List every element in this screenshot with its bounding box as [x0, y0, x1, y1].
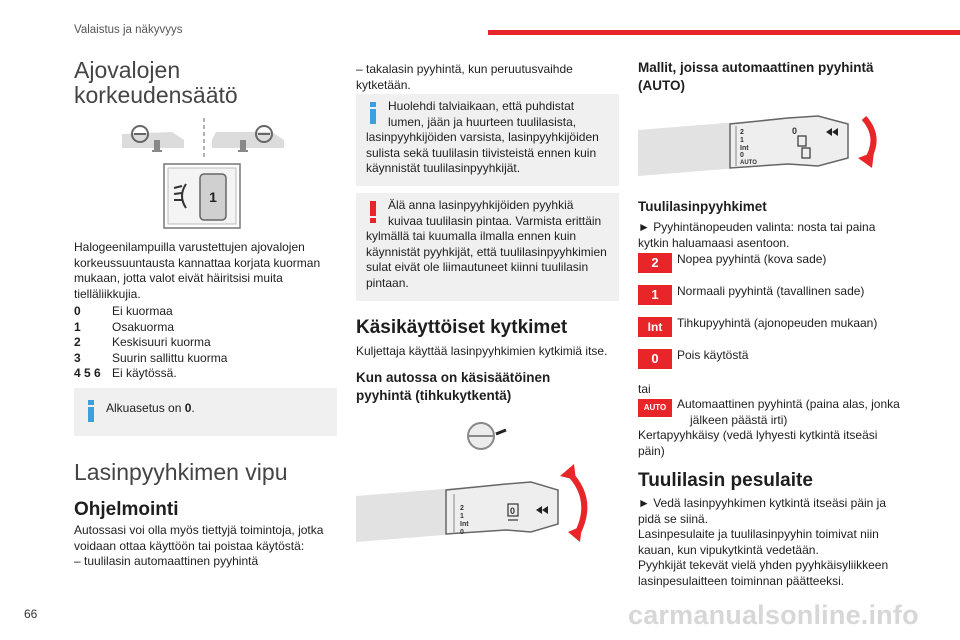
info-box-winter: Huolehdi talviaikaan, että puhdistat lumen, jään ja huurteen tuulilasista, lasinpyyhkijöiden varsista, lasinpyyhkijöiden sulista sekä tuulilasin tiivisteistä ennen kuin käynnistät tuulilasinpyyhkijät. [356, 94, 619, 186]
headlamp-title-line1: Ajovalojen [74, 57, 181, 83]
running-header: Valaistus ja näkyvyys [74, 24, 183, 36]
svg-text:Int: Int [460, 521, 469, 528]
load-list [74, 304, 227, 382]
load-item: 4 5 6 Ei käytössä. [74, 366, 177, 380]
page-number: 66 [24, 607, 38, 621]
auto-label-line1: Automaattinen pyyhintä (paina alas, jonka [677, 397, 900, 411]
car-unloaded-icon [122, 126, 184, 152]
headlamp-title-line2: korkeudensäätö [74, 82, 238, 108]
down-arrow-icon [858, 118, 874, 168]
svg-text:1: 1 [460, 513, 464, 520]
warning-icon [370, 201, 376, 223]
manual-wiping-title-line1: Kun autossa on käsisäätöinen [356, 370, 551, 385]
speed-label-intermittent: Tihkupyyhintä (ajonopeuden mukaan) [677, 316, 878, 330]
auto-wiping-title-line2: (AUTO) [638, 78, 685, 93]
headlamp-adjust-figure [112, 114, 292, 234]
or-text: tai [638, 382, 651, 396]
speed-badge-1: 1 [638, 285, 672, 305]
auto-wiping-title-line1: Mallit, joissa automaattinen pyyhintä [638, 60, 874, 75]
svg-text:0: 0 [510, 506, 516, 516]
programming-title: Ohjelmointi [74, 499, 179, 520]
speed-badge-0: 0 [638, 349, 672, 369]
load-item: 0 Ei kuormaa [74, 304, 173, 318]
svg-text:2: 2 [460, 505, 464, 512]
car-loaded-icon [212, 126, 284, 152]
manual-wiper-lever-figure [356, 410, 618, 560]
auto-wiper-lever-figure [638, 104, 888, 188]
rotation-arrow-icon [560, 464, 584, 542]
washer-title: Tuulilasin pesulaite [638, 470, 813, 491]
info-icon [88, 400, 94, 422]
info-icon [370, 102, 376, 124]
svg-text:0: 0 [460, 529, 464, 536]
manual-switches-text: Kuljettaja käyttää lasinpyyhkimien kytkimiä itse. [356, 344, 608, 358]
svg-text:2: 2 [740, 129, 744, 136]
manual-wiping-title-line2: pyyhintä (tihkukytkentä) [356, 388, 512, 403]
svg-text:0: 0 [792, 126, 798, 136]
svg-text:Int: Int [740, 145, 749, 152]
speed-label-fast: Nopea pyyhintä (kova sade) [677, 252, 827, 266]
header-accent-bar [488, 30, 960, 35]
load-item: 1 Osakuorma [74, 319, 175, 334]
info-box-default: Alkuasetus on 0. [74, 388, 337, 436]
manual-switches-title: Käsikäyttöiset kytkimet [356, 317, 568, 338]
svg-text:1: 1 [740, 137, 744, 144]
wipers-intro: ► Pyyhintänopeuden valinta: nosta tai paina kytkin haluamaasi asentoon. [638, 220, 876, 250]
single-wipe-text: Kertapyyhkäisy (vedä lyhyesti kytkintä itseäsi päin) [638, 428, 878, 458]
svg-text:AUTO: AUTO [740, 160, 757, 166]
speed-badge-int: Int [638, 317, 672, 337]
speed-badge-2: 2 [638, 253, 672, 273]
wiper-lever-title: Lasinpyyhkimen vipu [74, 459, 288, 485]
auto-badge: AUTO [638, 399, 672, 417]
headlamp-intro: Halogeenilampuilla varustettujen ajovalojen korkeussuuntausta kannattaa korjata kuorman mukaan, jotta valot eivät häiritsisi muita tielläliikkujia. [74, 240, 321, 301]
speed-label-off: Pois käytöstä [677, 348, 749, 362]
knob-label: 1 [209, 189, 217, 205]
load-item: 2 Keskisuuri kuorma [74, 335, 211, 349]
svg-text:0: 0 [740, 152, 744, 159]
washer-text: ► Vedä lasinpyyhkimen kytkintä itseäsi päin ja pidä se siinä. Lasinpesulaite ja tuulilasinpyyhin toimivat niin kauan, kun vipukytkintä vedetään. Pyyhkijät tekevät vielä yhden pyyhkäisyliikkeen lasinpesulaitteen toiminnan päätteeksi. [638, 496, 889, 588]
watermark: carmanualsonline.info [628, 600, 919, 630]
load-item: 3 Suurin sallittu kuorma [74, 350, 228, 365]
speed-label-normal: Normaali pyyhintä (tavallinen sade) [677, 284, 865, 298]
auto-label-line2: jälkeen päästä irti) [690, 412, 788, 427]
wipers-title: Tuulilasinpyyhkimet [638, 199, 767, 214]
programming-text: Autossasi voi olla myös tiettyjä toimintoja, jotka voidaan ottaa käyttöön tai poistaa käytöstä: – tuulilasin automaattinen pyyhintä [74, 523, 324, 568]
steering-wheel-icon [468, 423, 506, 449]
programming-continued: – takalasin pyyhintä, kun peruutusvaihde kytketään. [356, 62, 573, 92]
warning-box-dry: Älä anna lasinpyyhkijöiden pyyhkiä kuivaa tuulilasin pintaa. Varmista erittäin kylmällä tai kuumalla ilmalla ennen kuin käynnistät pyyhkijät, että tuulilasinpyyhkimien sulat eivät ole liimautuneet kiinni tuulilasin pintaan. [356, 193, 619, 301]
